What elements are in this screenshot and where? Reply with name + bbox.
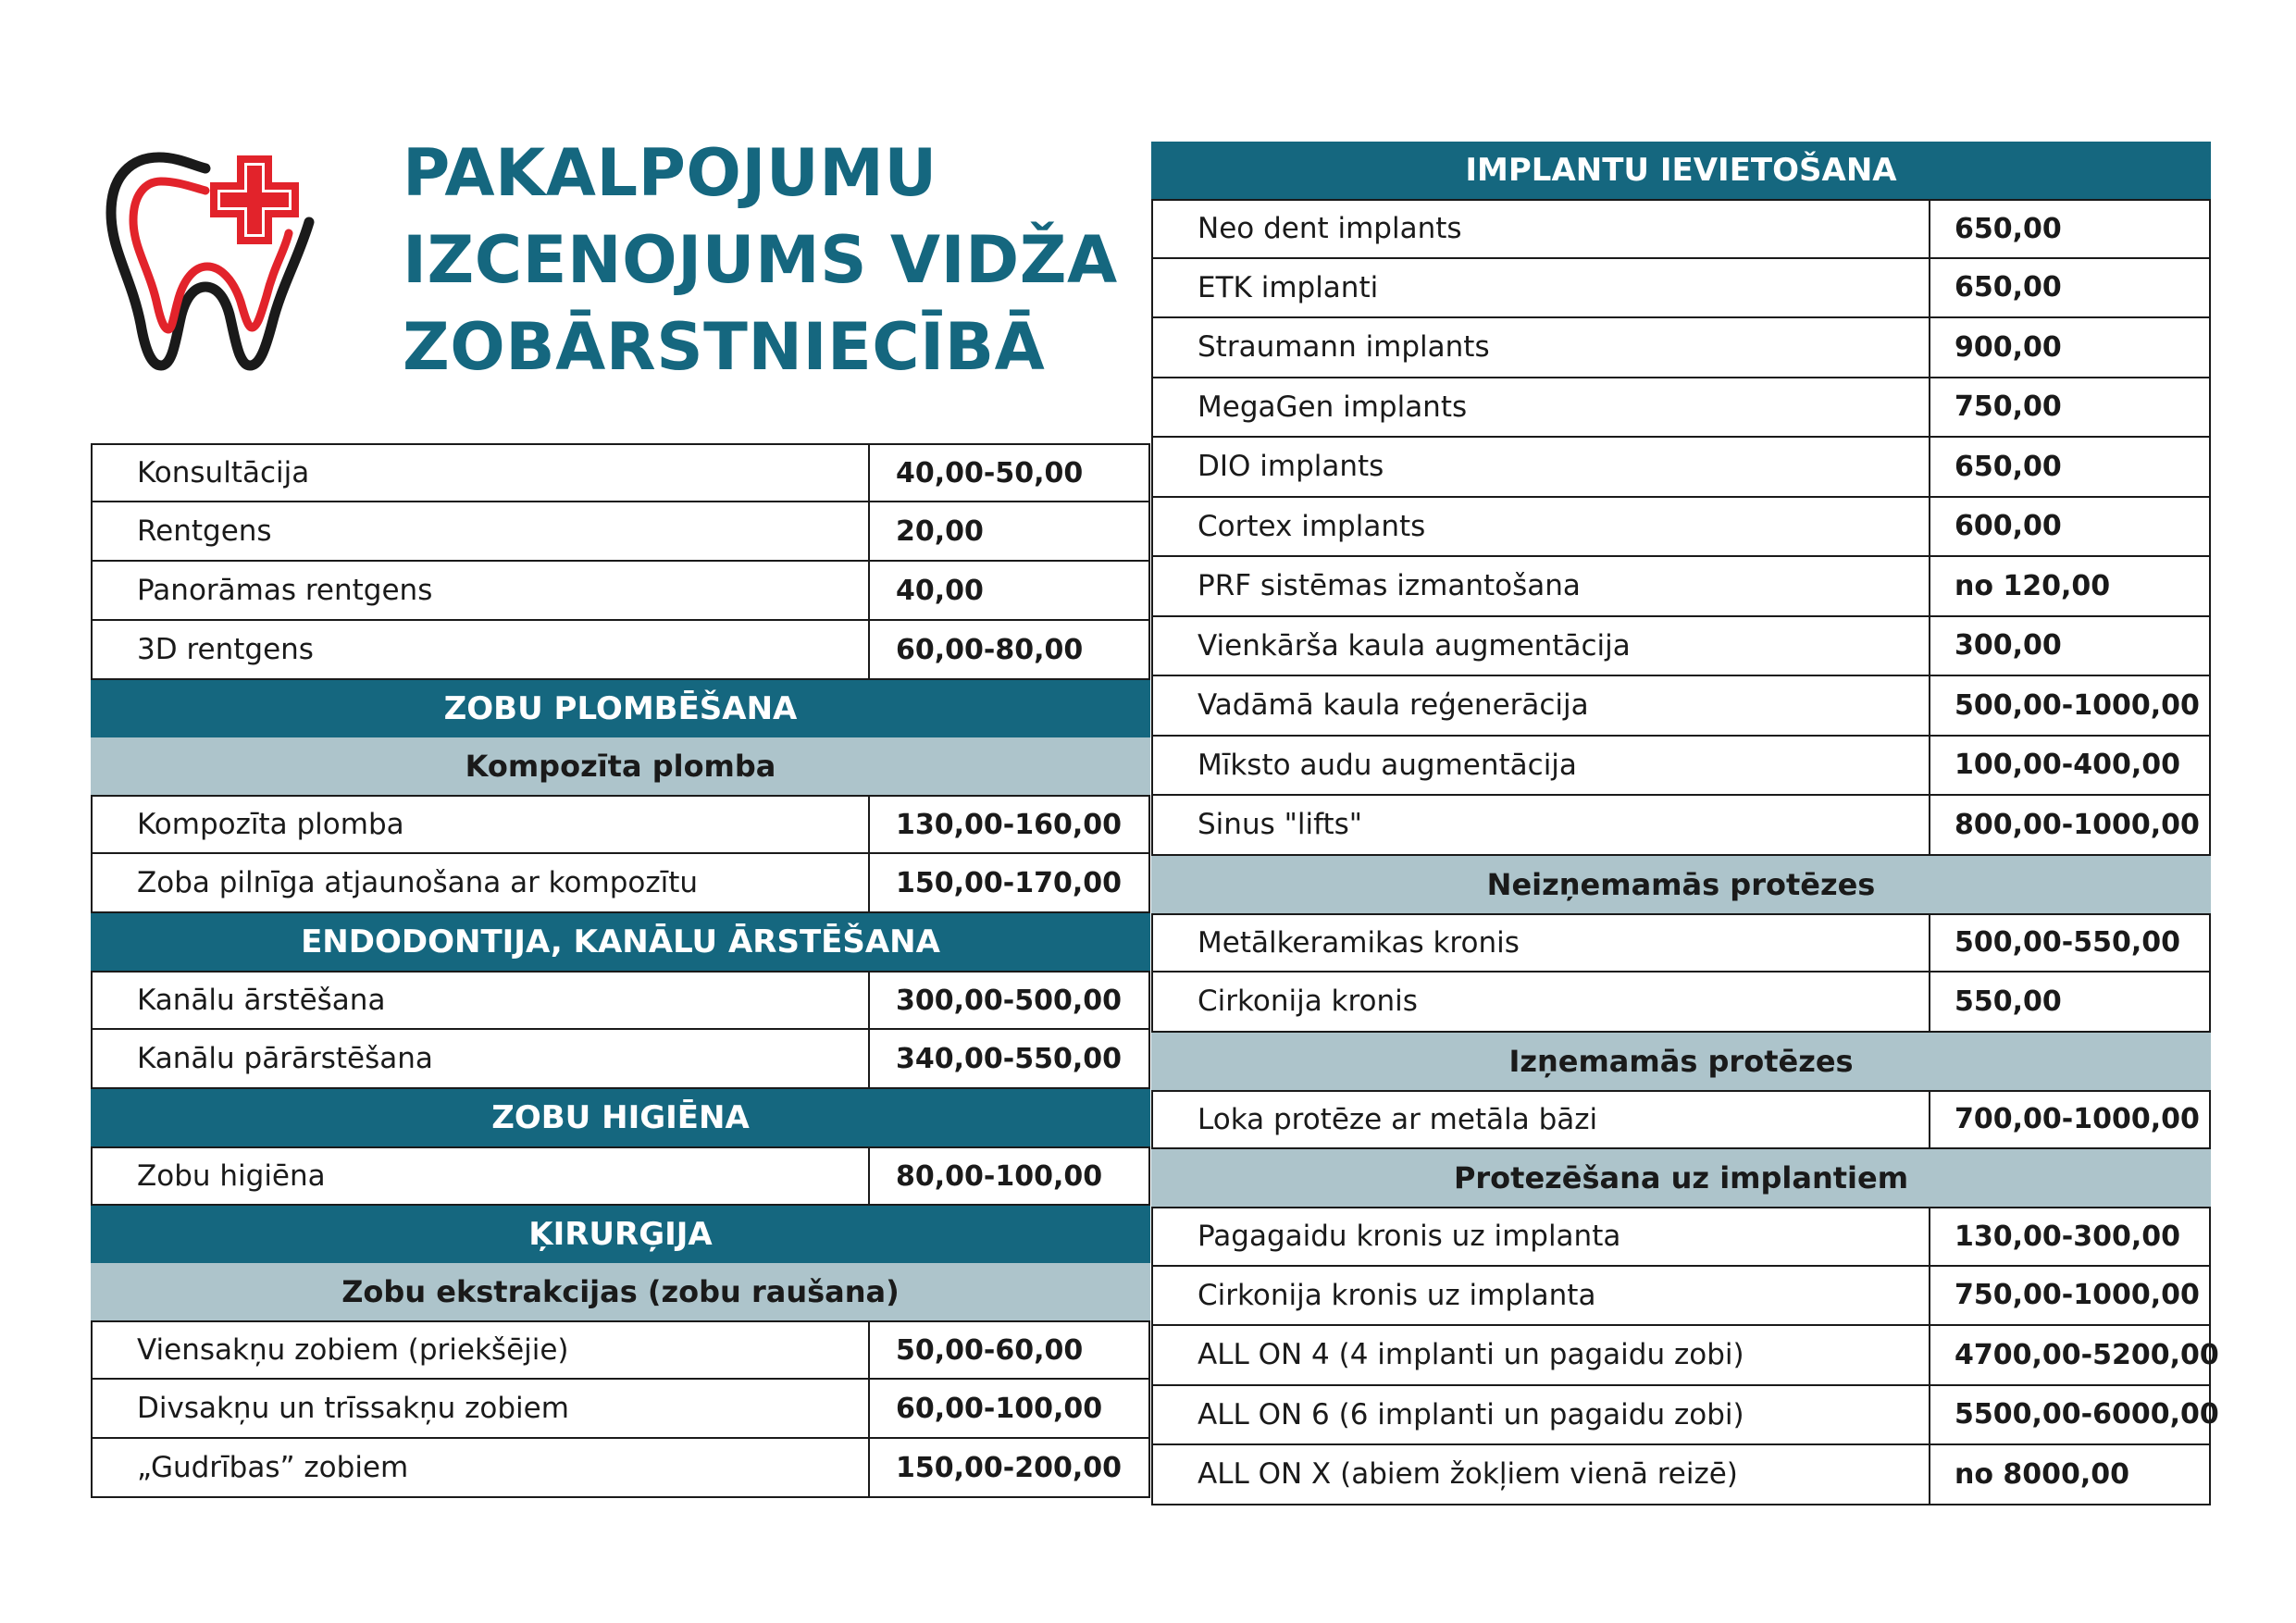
price-row xyxy=(1151,1267,2211,1327)
service-name: Neo dent implants xyxy=(1198,212,1462,246)
service-price: 130,00-300,00 xyxy=(1929,1208,2209,1265)
service-price: 150,00-170,00 xyxy=(868,854,1148,911)
service-price: 5500,00-6000,00 xyxy=(1929,1386,2209,1444)
service-price: 600,00 xyxy=(1929,498,2209,556)
price-row xyxy=(1151,973,2211,1033)
price-row xyxy=(1151,1090,2211,1150)
service-price: 340,00-550,00 xyxy=(868,1030,1148,1087)
subsection-header-zobu-ekstrakcijas-zobu-raus-ana: Zobu ekstrakcijas (zobu raušana) xyxy=(91,1263,1150,1320)
section-header-implantu-ievietos-ana: IMPLANTU IEVIETOŠANA xyxy=(1151,142,2211,199)
service-name: ALL ON 4 (4 implanti un pagaidu zobi) xyxy=(1198,1338,1744,1372)
section-header-zobu-higie-na: ZOBU HIGIĒNA xyxy=(91,1089,1150,1146)
price-row xyxy=(1151,913,2211,973)
price-row xyxy=(1151,796,2211,856)
section-header-k-irurg-ija: ĶIRURĢIJA xyxy=(91,1206,1150,1263)
service-name: Pagagaidu kronis uz implanta xyxy=(1198,1220,1621,1254)
service-name: „Gudrības” zobiem xyxy=(137,1451,409,1484)
service-price: 900,00 xyxy=(1929,318,2209,377)
service-name: Zoba pilnīga atjaunošana ar kompozītu xyxy=(137,866,699,899)
section-header-endodontija-kana-lu-a-rste-s-ana: ENDODONTIJA, KANĀLU ĀRSTĒŠANA xyxy=(91,913,1150,971)
section-header-zobu-plombe-s-ana: ZOBU PLOMBĒŠANA xyxy=(91,680,1150,737)
service-name: Cirkonija kronis xyxy=(1198,985,1418,1019)
service-name: Viensakņu zobiem (priekšējie) xyxy=(137,1333,569,1367)
service-name: Cirkonija kronis uz implanta xyxy=(1198,1278,1596,1312)
price-row xyxy=(1151,259,2211,319)
service-price: 500,00-550,00 xyxy=(1929,915,2209,972)
price-table-right xyxy=(1151,142,2219,1505)
price-row xyxy=(91,854,1150,913)
subsection-header-proteze-s-ana-uz-implantiem: Protezēšana uz implantiem xyxy=(1151,1149,2211,1207)
subsection-header-izn-emama-s-prote-zes: Izņemamās protēzes xyxy=(1151,1033,2211,1090)
service-name: Straumann implants xyxy=(1198,330,1490,365)
service-price: 800,00-1000,00 xyxy=(1929,796,2209,854)
service-price: 130,00-160,00 xyxy=(868,797,1148,852)
price-row xyxy=(91,621,1150,680)
service-price: 40,00-50,00 xyxy=(868,445,1148,501)
title-line-3: ZOBĀRSTNIECĪBĀ xyxy=(403,309,1046,385)
service-price: no 120,00 xyxy=(1929,557,2209,615)
service-name: Kompozīta plomba xyxy=(137,808,404,841)
tooth-logo xyxy=(104,148,326,379)
service-name: Kanālu pārārstēšana xyxy=(137,1042,433,1075)
price-row xyxy=(91,502,1150,562)
price-row xyxy=(91,971,1150,1030)
title-line-1: PAKALPOJUMU xyxy=(403,135,937,211)
price-table-left xyxy=(91,443,1150,1498)
price-row xyxy=(1151,1386,2219,1446)
service-price: 750,00-1000,00 xyxy=(1929,1267,2209,1325)
service-price: 20,00 xyxy=(868,502,1148,560)
price-row xyxy=(1151,318,2211,378)
subsection-header-kompozi-ta-plomba: Kompozīta plomba xyxy=(91,737,1150,795)
subsection-header-neizn-emama-s-prote-zes: Neizņemamās protēzes xyxy=(1151,856,2211,913)
price-row xyxy=(1151,438,2211,498)
service-price: 750,00 xyxy=(1929,378,2209,437)
service-price: 650,00 xyxy=(1929,259,2209,317)
service-name: Divsakņu un trīssakņu zobiem xyxy=(137,1392,569,1425)
price-row xyxy=(91,443,1150,502)
service-name: Mīksto audu augmentācija xyxy=(1198,748,1577,782)
service-name: Cortex implants xyxy=(1198,509,1426,543)
service-price: 80,00-100,00 xyxy=(868,1148,1148,1204)
service-price: 150,00-200,00 xyxy=(868,1439,1148,1496)
price-row xyxy=(91,562,1150,621)
service-name: Zobu higiēna xyxy=(137,1159,326,1193)
service-name: Kanālu ārstēšana xyxy=(137,984,386,1017)
service-name: ALL ON 6 (6 implanti un pagaidu zobi) xyxy=(1198,1397,1744,1431)
price-row xyxy=(1151,1207,2211,1267)
service-price: 700,00-1000,00 xyxy=(1929,1092,2209,1148)
price-row xyxy=(1151,378,2211,439)
service-name: Metālkeramikas kronis xyxy=(1198,925,1520,960)
price-row xyxy=(1151,199,2211,259)
service-name: Rentgens xyxy=(137,514,272,548)
title-line-2: IZCENOJUMS VIDŽA xyxy=(403,222,1118,298)
price-row xyxy=(1151,498,2211,558)
service-price: 300,00 xyxy=(1929,617,2209,675)
service-price: 4700,00-5200,00 xyxy=(1929,1326,2209,1384)
price-row xyxy=(1151,557,2211,617)
service-price: 550,00 xyxy=(1929,973,2209,1031)
service-name: Vienkārša kaula augmentācija xyxy=(1198,628,1631,663)
price-row xyxy=(1151,1445,2211,1505)
page-title xyxy=(403,130,1118,390)
service-name: Panorāmas rentgens xyxy=(137,574,433,607)
service-name: DIO implants xyxy=(1198,450,1384,484)
service-name: Konsultācija xyxy=(137,456,310,489)
service-name: 3D rentgens xyxy=(137,633,314,666)
price-row xyxy=(91,1030,1150,1089)
service-name: Sinus "lifts" xyxy=(1198,808,1363,842)
service-name: Vadāmā kaula reģenerācija xyxy=(1198,688,1589,723)
price-row xyxy=(1151,1326,2219,1386)
price-row xyxy=(91,795,1150,854)
service-price: 300,00-500,00 xyxy=(868,973,1148,1028)
service-name: PRF sistēmas izmantošana xyxy=(1198,569,1581,603)
service-price: 100,00-400,00 xyxy=(1929,737,2209,795)
service-price: 60,00-100,00 xyxy=(868,1380,1148,1437)
service-name: ETK implanti xyxy=(1198,270,1379,304)
price-row xyxy=(1151,617,2211,677)
price-row xyxy=(91,1146,1150,1206)
price-row xyxy=(1151,737,2211,797)
service-price: 60,00-80,00 xyxy=(868,621,1148,678)
price-row xyxy=(1151,676,2211,737)
service-price: 50,00-60,00 xyxy=(868,1322,1148,1378)
tooth-with-red-cross-icon xyxy=(104,148,326,379)
price-row xyxy=(91,1320,1150,1380)
service-name: MegaGen implants xyxy=(1198,390,1468,424)
service-name: Loka protēze ar metāla bāzi xyxy=(1198,1102,1598,1136)
service-price: 650,00 xyxy=(1929,201,2209,257)
service-price: 40,00 xyxy=(868,562,1148,619)
service-price: 650,00 xyxy=(1929,438,2209,496)
price-row xyxy=(91,1380,1150,1439)
service-price: no 8000,00 xyxy=(1929,1445,2209,1504)
service-price: 500,00-1000,00 xyxy=(1929,676,2209,735)
price-row xyxy=(91,1439,1150,1498)
service-name: ALL ON X (abiem žokļiem vienā reizē) xyxy=(1198,1457,1738,1492)
